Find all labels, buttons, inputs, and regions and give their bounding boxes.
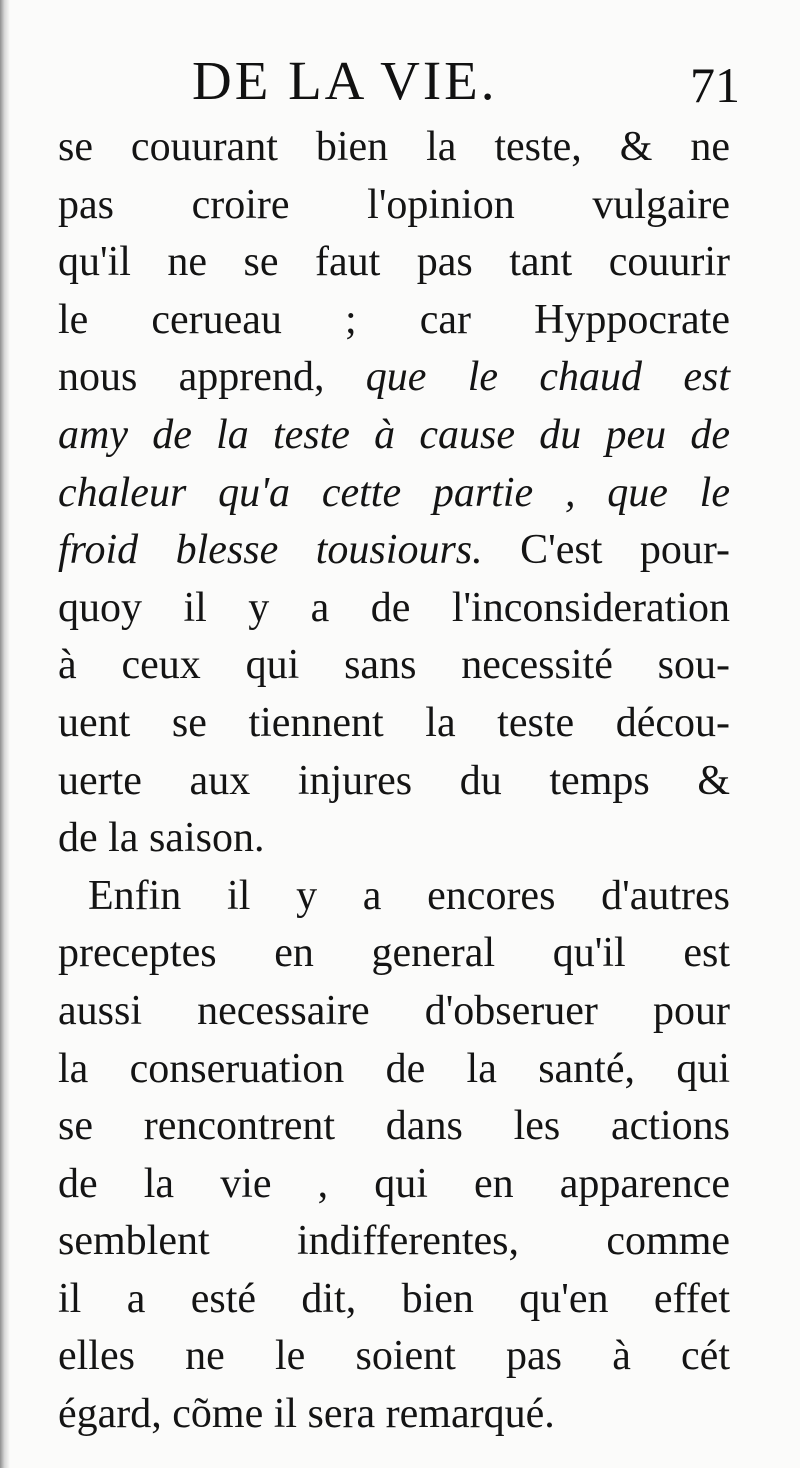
text-line: égard, cõme il sera remarqué. [58,1391,555,1438]
text-line: preceptes en general qu'il est [58,930,730,977]
text-run: nous apprend, [58,354,366,401]
italic-text-run: amy de la teste à cause du peu de [58,411,730,458]
text-run: qu'il ne se faut pas tant couurir [58,239,730,286]
text-line: il a esté dit, bien qu'en effet [58,1275,730,1322]
body-text [58,119,730,1444]
text-run: à ceux qui sans necessité sou- [58,642,730,689]
paragraph-2 [58,868,730,1444]
text-line [58,349,730,407]
text-line: la conseruation de la santé, qui [58,1045,730,1092]
page-edge-shadow [0,0,10,1468]
text-line [58,695,730,753]
text-line [58,637,730,695]
text-run: quoy il y a de l'inconsideration [58,584,730,631]
text-run: uerte aux injures du temps & [58,757,730,804]
text-line [58,810,730,868]
text-run: de la saison. [58,815,265,862]
text-line [58,753,730,811]
page-number: 71 [690,57,740,113]
text-line [58,522,730,580]
page-header [0,46,800,116]
text-run: uent se tiennent la teste décou- [58,699,730,746]
text-run: le cerueau ; car Hyppocrate [58,296,730,343]
italic-text-run: que le chaud est [365,354,730,401]
text-line: semblent indifferentes, comme [58,1218,730,1265]
paragraph-1 [58,119,730,868]
text-line [58,580,730,638]
text-line [58,292,730,350]
text-run: C'est pour- [520,527,731,574]
text-line: aussi necessaire d'obseruer pour [58,987,730,1034]
text-line [58,465,730,523]
text-line [58,177,730,235]
text-line [58,407,730,465]
text-line: elles ne le soient pas à cét [58,1333,730,1380]
text-line [58,234,730,292]
text-line: de la vie , qui en apparence [58,1160,730,1207]
text-line: se rencontrent dans les actions [58,1103,730,1150]
text-line [58,119,730,177]
text-run: pas croire l'opinion vulgaire [58,181,730,228]
text-line: Enfin il y a encores d'autres [88,872,730,919]
italic-text-run: chaleur qu'a cette partie , que le [58,469,730,516]
text-run: se couurant bien la teste, & ne [58,124,730,170]
italic-text-run: froid blesse tousiours. [58,527,521,574]
running-head: DE LA VIE. [192,50,498,111]
